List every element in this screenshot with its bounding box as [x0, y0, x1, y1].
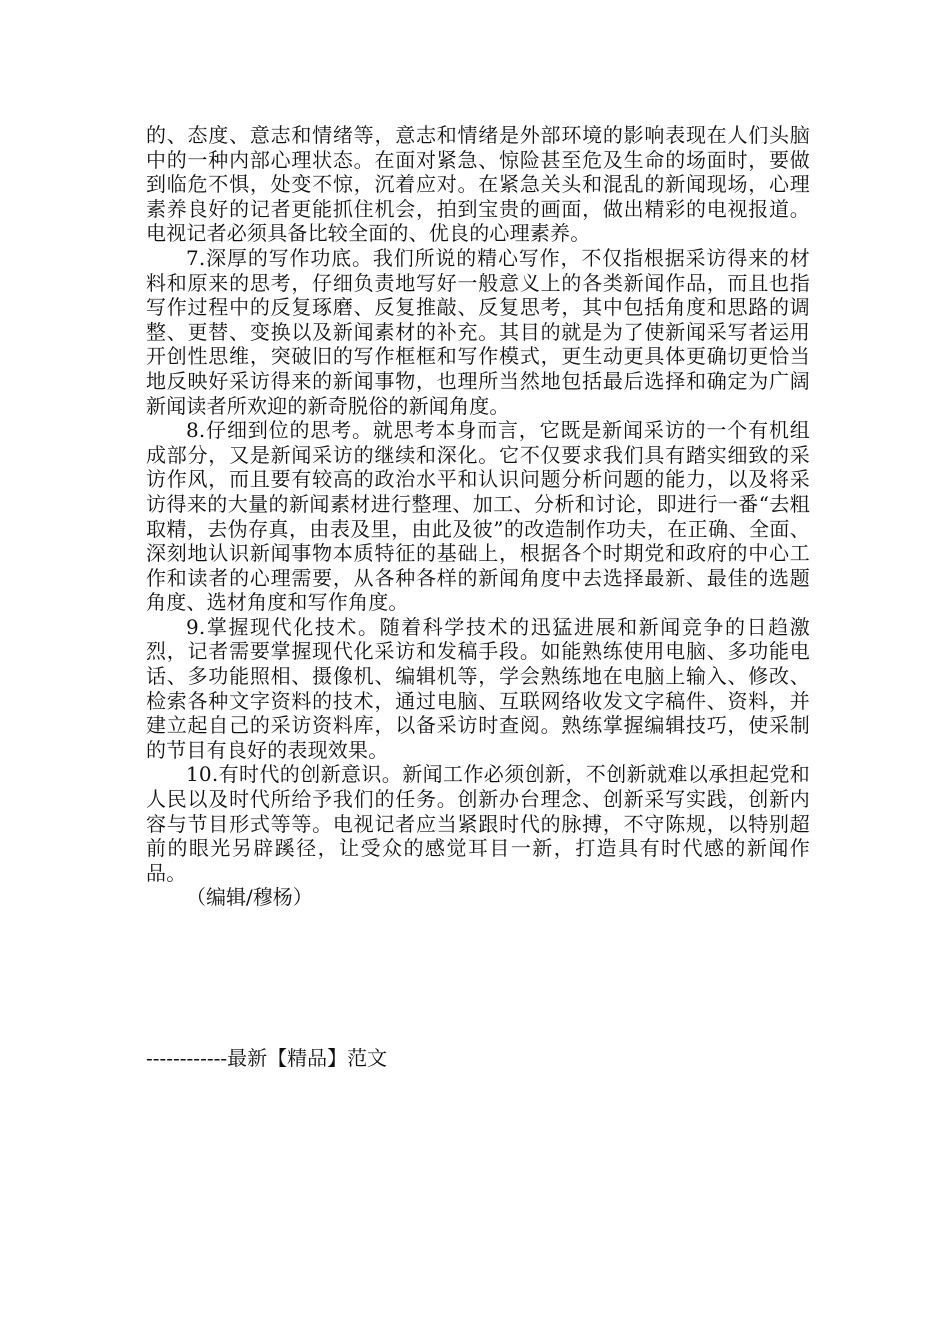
- paragraph-thinking: 8.仔细到位的思考。就思考本身而言，它既是新闻采访的一个有机组成部分，又是新闻采访的继续和深化。它不仅要求我们具有踏实细致的采访作风，而且要有较高的政治水平和认识问题分析问题的能力，以及将采访得来的大量的新闻素材进行整理、加工、分析和讨论，即进行一番“去粗取精，去伪存真，由表及里，由此及彼”的改造制作功夫，在正确、全面、深刻地认识新闻事物本质特征的基础上，根据各个时期党和政府的中心工作和读者的心理需要，从各种各样的新闻角度中去选择最新、最佳的选题角度、选材角度和写作角度。: [146, 418, 810, 615]
- paragraph-continued: 的、态度、意志和情绪等，意志和情绪是外部环境的影响表现在人们头脑中的一种内部心理状态。在面对紧急、惊险甚至危及生命的场面时，要做到临危不惧，处变不惊，沉着应对。在紧急关头和混乱的新闻现场，心理素养良好的记者更能抓住机会，拍到宝贵的画面，做出精彩的电视报道。电视记者必须具备比较全面的、优良的心理素养。: [146, 123, 810, 246]
- footer-label: ------------最新【精品】范文: [146, 1046, 388, 1070]
- editor-note: （编辑/穆杨）: [186, 885, 313, 910]
- paragraph-innovation: 10.有时代的创新意识。新闻工作必须创新，不创新就难以承担起党和人民以及时代所给予我们的任务。创新办台理念、创新采写实践，创新内容与节目形式等等。电视记者应当紧跟时代的脉搏，不守陈规，以特别超前的眼光另辟蹊径，让受众的感觉耳目一新，打造具有时代感的新闻作品。: [146, 762, 810, 885]
- paragraph-modern-tech: 9.掌握现代化技术。随着科学技术的迅猛进展和新闻竞争的日趋激烈，记者需要掌握现代化采访和发稿手段。如能熟练使用电脑、多功能电话、多功能照相、摄像机、编辑机等，学会熟练地在电脑上输入、修改、检索各种文字资料的技术，通过电脑、互联网络收发文字稿件、资料，并建立起自己的采访资料库，以备采访时查阅。熟练掌握编辑技巧，使采制的节目有良好的表现效果。: [146, 614, 810, 762]
- paragraph-writing-skill: 7.深厚的写作功底。我们所说的精心写作，不仅指根据采访得来的材料和原来的思考，仔细负责地写好一般意义上的各类新闻作品，而且也指写作过程中的反复琢磨、反复推敲、反复思考，其中包括角度和思路的调整、更替、变换以及新闻素材的补充。其目的就是为了使新闻采写者运用开创性思维，突破旧的写作框框和写作模式，更生动更具体更确切更恰当地反映好采访得来的新闻事物，也理所当然地包括最后选择和确定为广阔新闻读者所欢迎的新奇脱俗的新闻角度。: [146, 245, 810, 418]
- document-body: [146, 123, 810, 910]
